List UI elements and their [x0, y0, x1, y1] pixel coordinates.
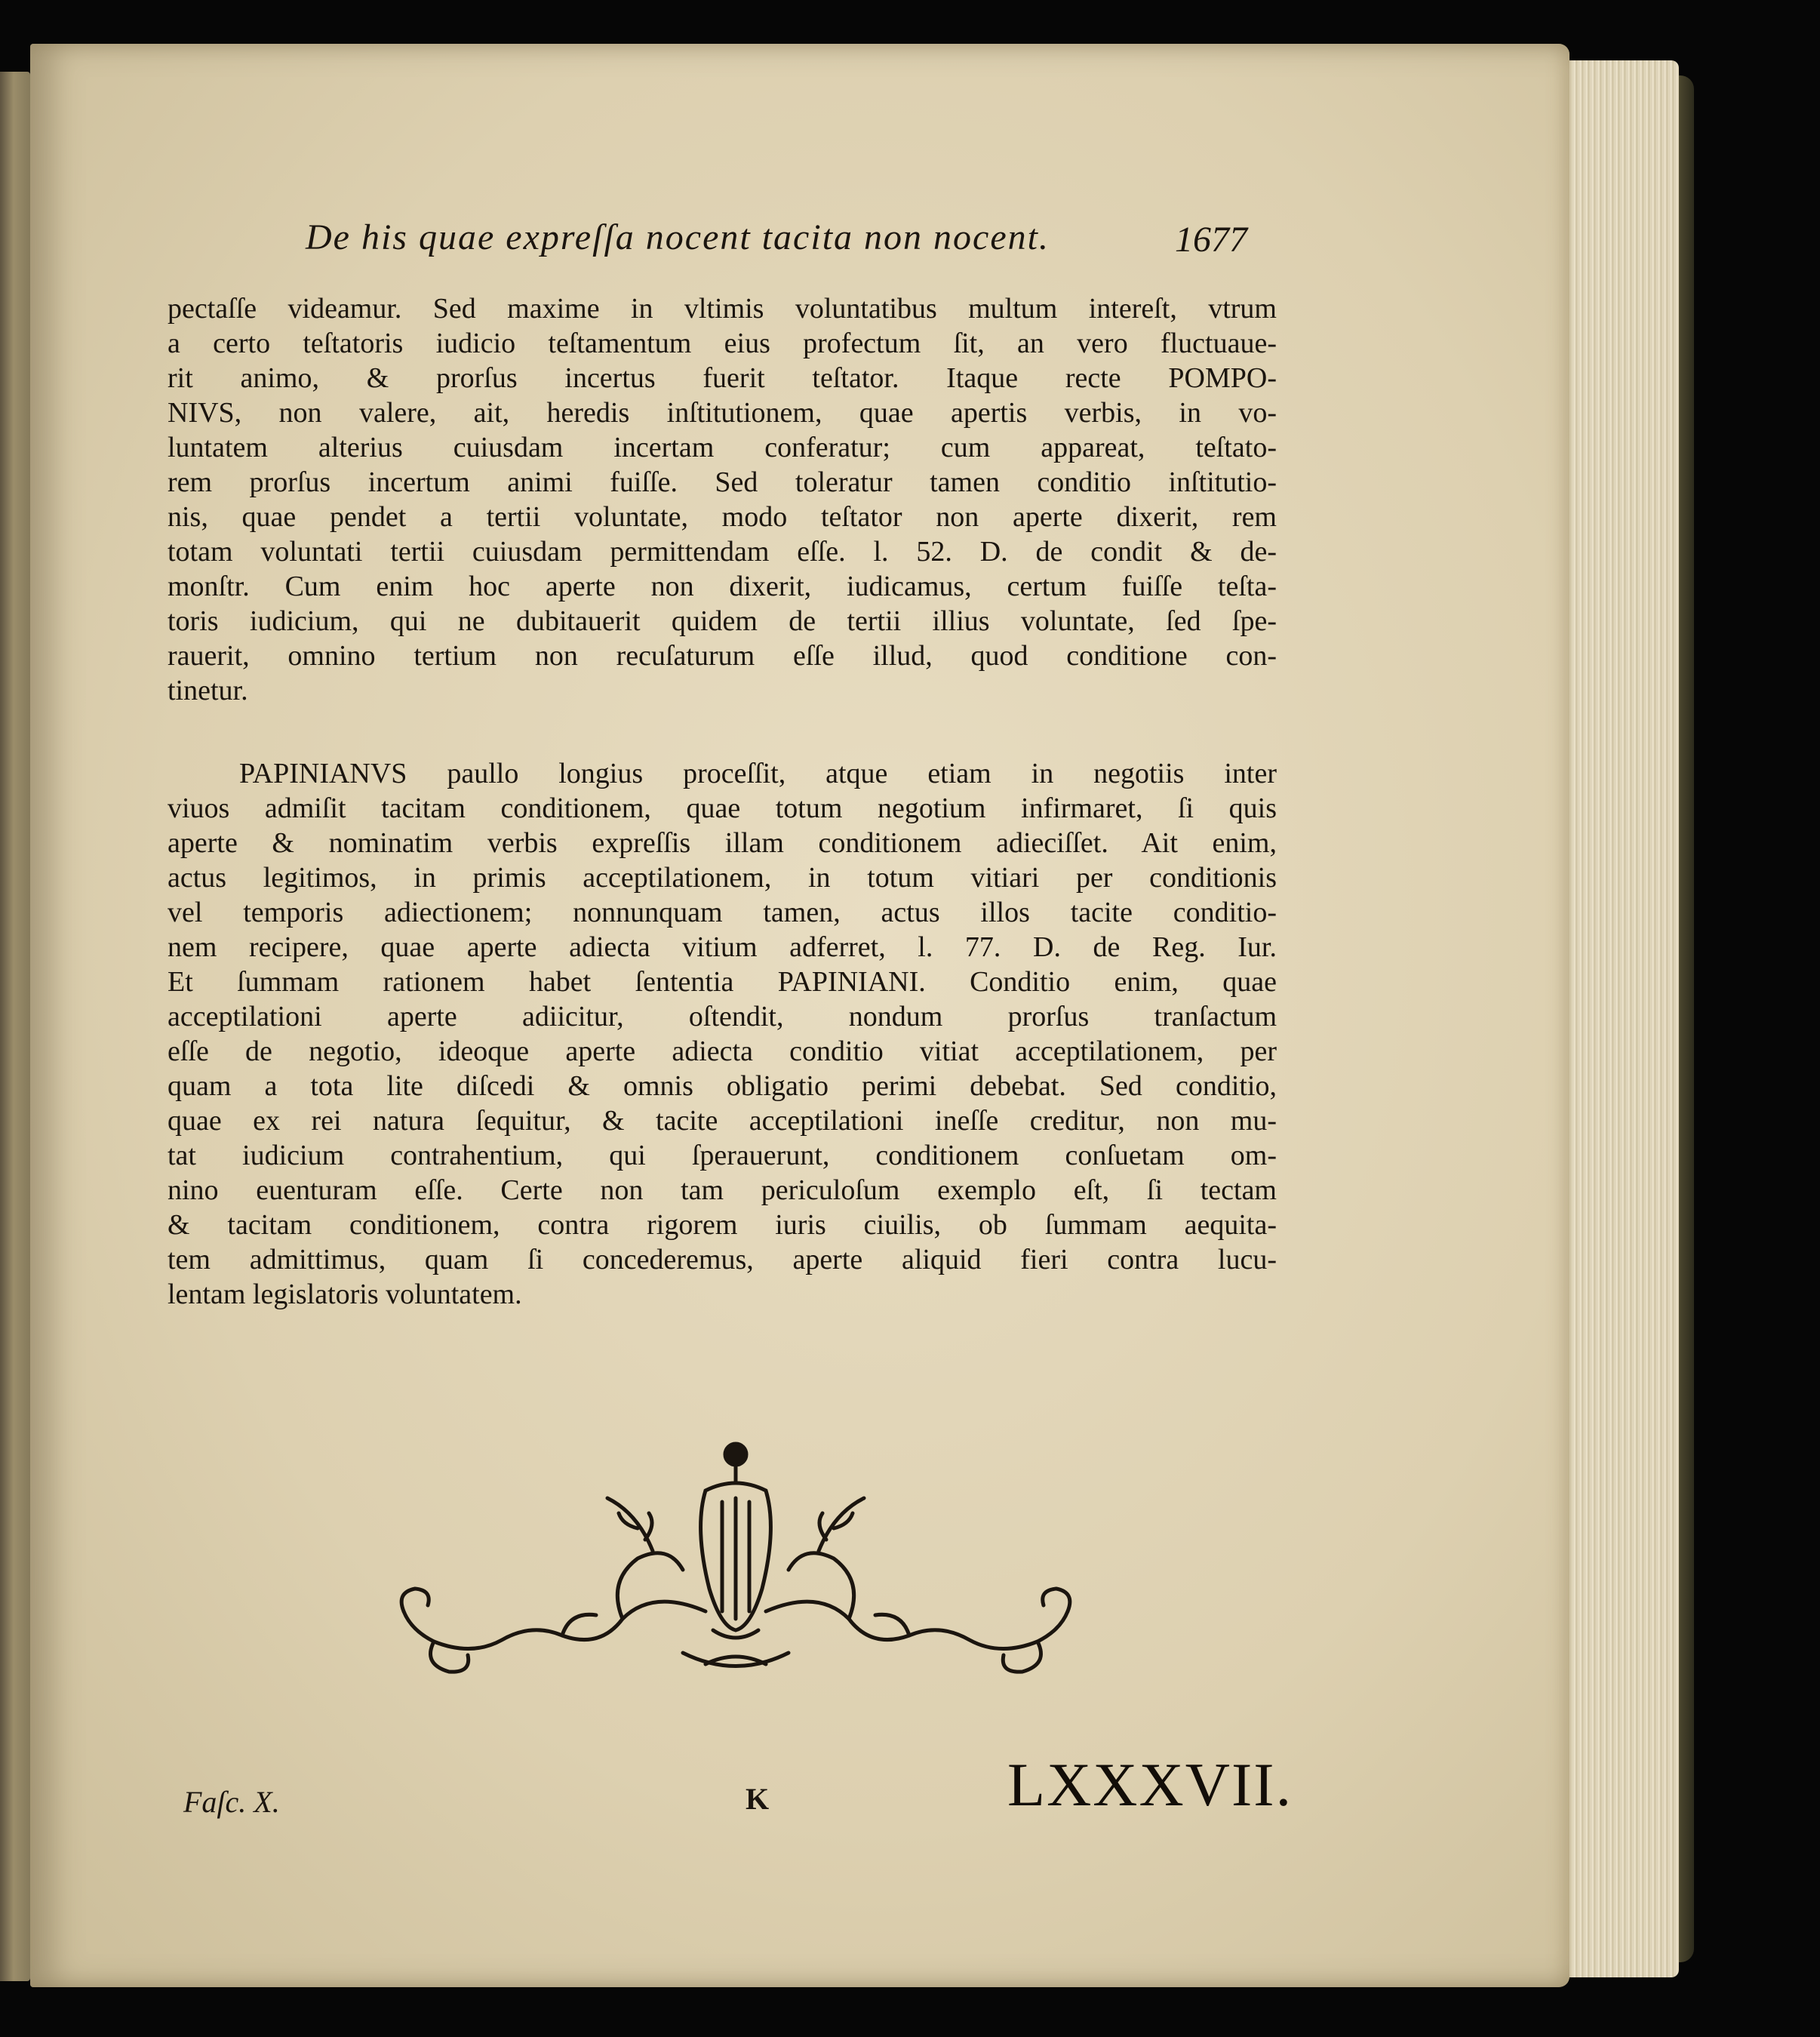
text-line: aperte & nominatim verbis expreſſis illam conditionem adieciſſet. Ait enim,: [168, 827, 1277, 859]
text-line: nem recipere, quae aperte adiecta vitium adferret, l. 77. D. de Reg. Iur.: [168, 931, 1277, 963]
text-line: rauerit, omnino tertium non recuſaturum eſſe illud, quod conditione con-: [168, 640, 1277, 672]
text-line: vel temporis adiectionem; nonnunquam tamen, actus illos tacite conditio-: [168, 897, 1277, 928]
text-line: tat iudicium contrahentium, qui ſperauerunt, conditionem conſuetam om-: [168, 1140, 1277, 1171]
text-line: nis, quae pendet a tertii voluntate, modo teſtator non aperte dixerit, rem: [168, 501, 1277, 533]
text-line: toris iudicium, qui ne dubitauerit quidem de tertii illius voluntate, ſed ſpe-: [168, 605, 1277, 637]
text-line: rem prorſus incertum animi fuiſſe. Sed toleratur tamen conditio inſtitutio-: [168, 466, 1277, 498]
text-line: a certo teſtatoris iudicio teſtamentum eius profectum ſit, an vero fluctuaue-: [168, 328, 1277, 359]
text-line: PAPINIANVS paullo longius proceſſit, atque etiam in negotiis inter: [239, 758, 1277, 789]
signature-letter: K: [746, 1782, 770, 1816]
text-line: pectaſſe videamur. Sed maxime in vltimis voluntatibus multum intereſt, vtrum: [168, 293, 1277, 325]
lyre-vignette-icon: [381, 1438, 1090, 1687]
text-line: nino euenturam eſſe. Certe non tam periculoſum exemplo eſt, ſi tectam: [168, 1174, 1277, 1206]
text-line: tinetur.: [168, 675, 248, 706]
text-line: & tacitam conditionem, contra rigorem iuris ciuilis, ob ſummam aequita-: [168, 1209, 1277, 1241]
text-line: acceptilationi aperte adiicitur, oſtendit, nondum prorſus tranſactum: [168, 1001, 1277, 1032]
text-line: Et ſummam rationem habet ſententia PAPINIANI. Conditio enim, quae: [168, 966, 1277, 998]
text-line: luntatem alterius cuiusdam incertam conferatur; cum appareat, teſtato-: [168, 432, 1277, 463]
text-line: quam a tota lite diſcedi & omnis obligatio perimi debebat. Sed conditio,: [168, 1070, 1277, 1102]
page-block-fore-edge: [1554, 60, 1679, 1977]
facing-page-edge: [0, 72, 30, 1981]
text-line: totam voluntati tertii cuiusdam permittendam eſſe. l. 52. D. de condit & de-: [168, 536, 1277, 568]
text-line: quae ex rei natura ſequitur, & tacite acceptilationi ineſſe creditur, non mu-: [168, 1105, 1277, 1137]
text-line: rit animo, & prorſus incertus fuerit teſtator. Itaque recte POMPO-: [168, 362, 1277, 394]
text-line: eſſe de negotio, ideoque aperte adiecta conditio vitiat acceptilationem, per: [168, 1035, 1277, 1067]
paragraph-2: [168, 756, 1277, 1312]
paragraph-1: [168, 291, 1277, 708]
running-header: De his quae expreſſa nocent tacita non nocent.: [306, 217, 1050, 257]
text-line: NIVS, non valere, ait, heredis inſtitutionem, quae apertis verbis, in vo-: [168, 397, 1277, 429]
text-line: lentam legislatoris voluntatem.: [168, 1279, 522, 1310]
text-line: monſtr. Cum enim hoc aperte non dixerit, iudicamus, certum fuiſſe teſta-: [168, 571, 1277, 602]
text-line: viuos admiſit tacitam conditionem, quae totum negotium infirmaret, ſi quis: [168, 792, 1277, 824]
signature-mark: Faſc. X.: [183, 1785, 280, 1819]
text-line: tem admittimus, quam ſi concederemus, aperte aliquid fieri contra lucu-: [168, 1244, 1277, 1275]
gathering-number: LXXXVII.: [1007, 1750, 1293, 1819]
page-number: 1677: [1175, 220, 1247, 260]
text-line: actus legitimos, in primis acceptilationem, in totum vitiari per conditionis: [168, 862, 1277, 894]
